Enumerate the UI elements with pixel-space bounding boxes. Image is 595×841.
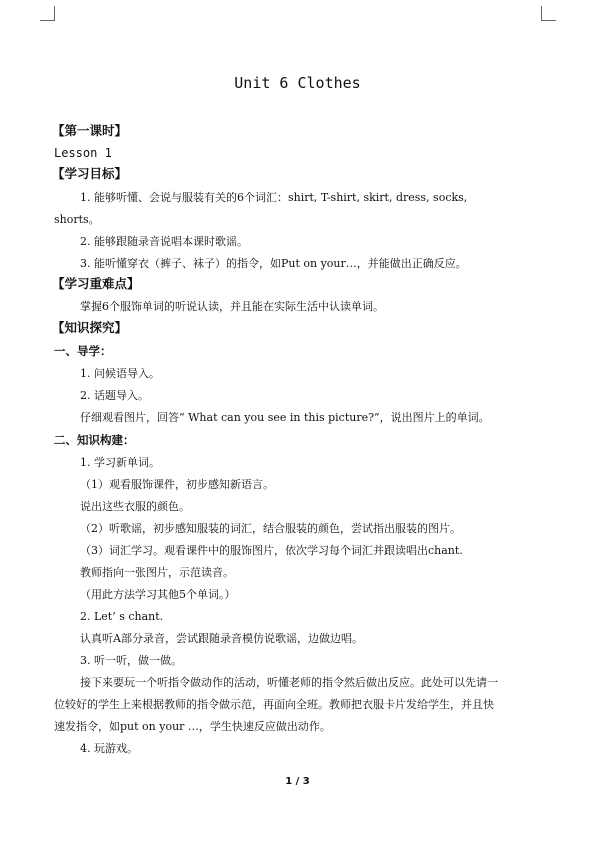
goal-item-3: 3. 能听懂穿衣（裤子、袜子）的指令，如Put on your…，并能做出正确反应。 xyxy=(80,257,467,270)
guide-item-2-detail: 仔细观看图片，回答“ What can you see in this picture?”，说出图片上的单词。 xyxy=(80,411,490,424)
build-item-2-detail: 认真听A部分录音，尝试跟随录音模仿说歌谣，边做边唱。 xyxy=(80,632,363,645)
crop-mark-top-right xyxy=(541,6,556,21)
page-number: 1 / 3 xyxy=(285,776,310,787)
key-points-text: 掌握6个服饰单词的听说认读，并且能在实际生活中认读单词。 xyxy=(80,300,384,313)
build-item-1-step-3c: （用此方法学习其他5个单词。） xyxy=(80,588,236,601)
guide-heading: 一、导学： xyxy=(54,344,112,358)
guide-item-2: 2. 话题导入。 xyxy=(80,389,149,402)
goals-heading: 【学习目标】 xyxy=(52,166,128,181)
build-item-3-para-1: 接下来要玩一个听指令做动作的活动，听懂老师的指令然后做出反应。此处可以先请一 xyxy=(80,676,498,689)
explore-heading: 【知识探究】 xyxy=(52,320,128,335)
build-item-2: 2. Let’ s chant. xyxy=(80,610,164,623)
build-item-3: 3. 听一听，做一做。 xyxy=(80,654,182,667)
build-item-1-step-3b: 教师指向一张图片，示范读音。 xyxy=(80,566,234,579)
build-item-1-step-2: （2）听歌谣，初步感知服装的词汇，结合服装的颜色，尝试指出服装的图片。 xyxy=(80,522,461,535)
build-item-1-step-1: （1）观看服饰课件，初步感知新语言。 xyxy=(80,478,274,491)
guide-item-1: 1. 问候语导入。 xyxy=(80,367,160,380)
page-title: Unit 6 Clothes xyxy=(234,74,361,92)
key-points-heading: 【学习重难点】 xyxy=(52,276,140,291)
lesson-label: Lesson 1 xyxy=(54,146,112,160)
period-heading: 【第一课时】 xyxy=(52,123,128,138)
crop-mark-top-left xyxy=(40,6,55,21)
build-item-4: 4. 玩游戏。 xyxy=(80,742,138,755)
goal-item-2: 2. 能够跟随录音说唱本课时歌谣。 xyxy=(80,235,248,248)
goal-item-1-cont: shorts。 xyxy=(54,213,100,226)
build-item-3-para-2: 位较好的学生上来根据教师的指令做示范，再面向全班。教师把衣服卡片发给学生，并且快 xyxy=(54,698,494,711)
build-item-1: 1. 学习新单词。 xyxy=(80,456,160,469)
build-item-1-step-3: （3）词汇学习。观看课件中的服饰图片，依次学习每个词汇并跟读唱出chant. xyxy=(80,544,463,557)
build-item-1-step-1b: 说出这些衣服的颜色。 xyxy=(80,500,190,513)
goal-item-1: 1. 能够听懂、会说与服装有关的6个词汇：shirt, T-shirt, skirt, dress, socks, xyxy=(80,191,468,204)
build-item-3-para-3: 速发指令，如put on your …，学生快速反应做出动作。 xyxy=(54,720,331,733)
build-heading: 二、知识构建： xyxy=(54,433,135,447)
